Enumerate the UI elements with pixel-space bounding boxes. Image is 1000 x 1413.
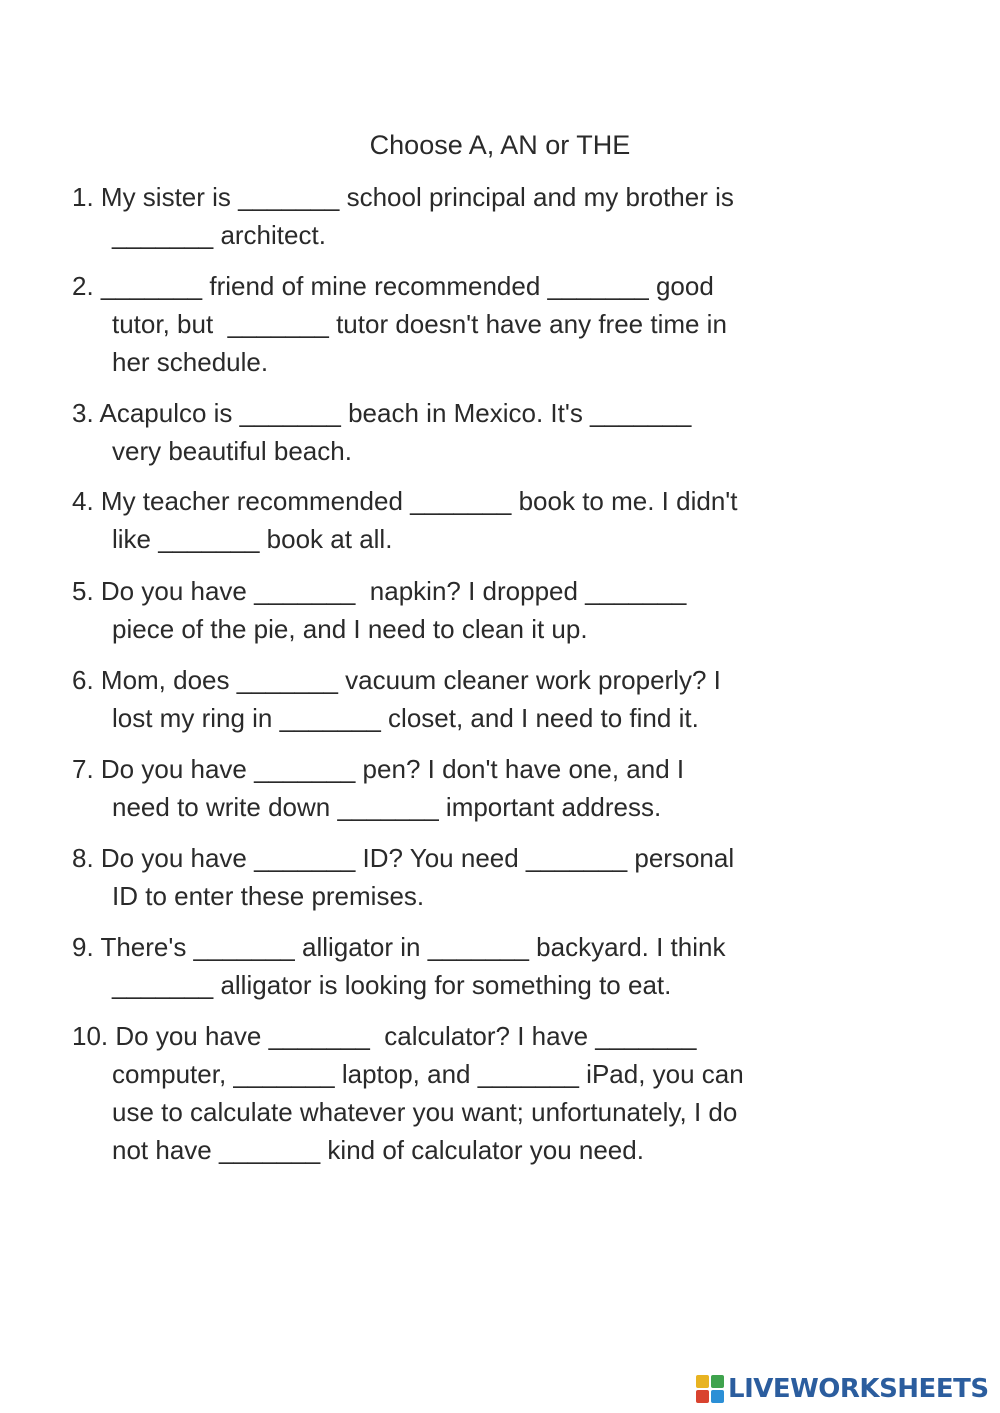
- liveworksheets-logo-icon: [695, 1374, 725, 1404]
- question-2: [72, 267, 872, 381]
- question-line: computer, _______ laptop, and _______ iPad, you can: [112, 1059, 744, 1089]
- question-10: [72, 1017, 872, 1169]
- question-4: [72, 482, 872, 558]
- question-5: [72, 572, 872, 648]
- question-line: 6. Mom, does _______ vacuum cleaner work properly? I: [72, 665, 721, 695]
- question-line: 5. Do you have _______ napkin? I dropped _______: [72, 576, 687, 606]
- question-line: 9. There's _______ alligator in _______ backyard. I think: [72, 932, 726, 962]
- question-line: 1. My sister is _______ school principal and my brother is: [72, 182, 734, 212]
- question-line: 7. Do you have _______ pen? I don't have one, and I: [72, 754, 685, 784]
- question-1: [72, 178, 872, 254]
- question-line: 2. _______ friend of mine recommended _______ good: [72, 271, 714, 301]
- question-line: 10. Do you have _______ calculator? I have _______: [72, 1021, 697, 1051]
- question-7: [72, 750, 872, 826]
- question-line: not have _______ kind of calculator you need.: [112, 1135, 644, 1165]
- question-6: [72, 661, 872, 737]
- brand-name: LIVEWORKSHEETS: [728, 1374, 989, 1404]
- question-line: use to calculate whatever you want; unfortunately, I do: [112, 1097, 738, 1127]
- question-line: her schedule.: [112, 347, 269, 377]
- question-line: ID to enter these premises.: [112, 881, 425, 911]
- question-8: [72, 839, 872, 915]
- question-line: very beautiful beach.: [112, 436, 352, 466]
- question-line: _______ architect.: [112, 220, 326, 250]
- question-line: _______ alligator is looking for something to eat.: [112, 970, 672, 1000]
- question-line: 3. Acapulco is _______ beach in Mexico. It's _______: [72, 398, 692, 428]
- worksheet-title: Choose A, AN or THE: [369, 130, 631, 160]
- question-line: need to write down _______ important address.: [112, 792, 662, 822]
- liveworksheets-brand: [695, 1372, 989, 1406]
- question-9: [72, 928, 872, 1004]
- question-line: like _______ book at all.: [112, 524, 393, 554]
- question-line: lost my ring in _______ closet, and I need to find it.: [112, 703, 699, 733]
- question-line: 4. My teacher recommended _______ book to me. I didn't: [72, 486, 738, 516]
- question-line: 8. Do you have _______ ID? You need _______ personal: [72, 843, 735, 873]
- question-line: tutor, but _______ tutor doesn't have any free time in: [112, 309, 727, 339]
- question-3: [72, 394, 872, 470]
- question-line: piece of the pie, and I need to clean it up.: [112, 614, 588, 644]
